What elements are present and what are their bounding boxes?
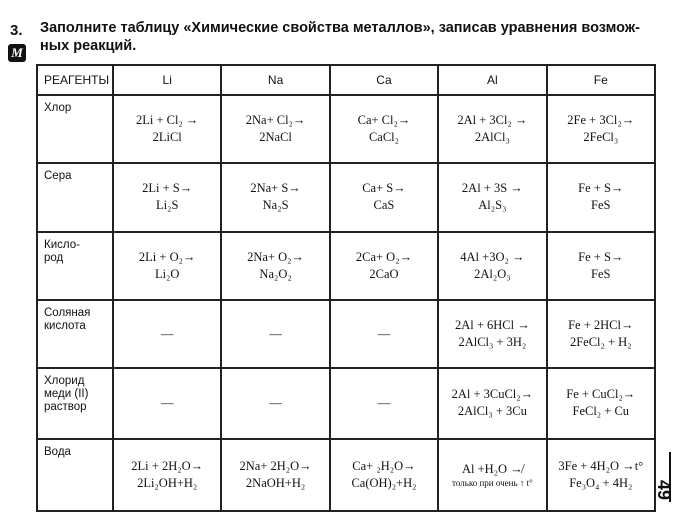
no-reaction-dash: — xyxy=(269,326,282,341)
reaction-cell-fe xyxy=(547,439,655,511)
equation-line: 2Ca+ O₂→ xyxy=(355,249,413,264)
reaction-cell-ca xyxy=(330,439,438,511)
reaction-cell-na xyxy=(221,439,329,511)
no-reaction-dash: — xyxy=(377,395,391,410)
no-reaction-dash: — xyxy=(160,395,174,410)
equation-line: Ca+ ₂H₂O→ xyxy=(352,458,416,473)
reaction-cell-fe xyxy=(547,300,655,368)
reaction-cell-ca xyxy=(330,95,438,163)
method-badge-icon: М xyxy=(8,44,26,62)
table-row xyxy=(37,439,655,511)
table-row xyxy=(37,95,655,163)
equation-line: 2Na+ O₂→ xyxy=(247,249,305,264)
equation-line: Na₂O₂ xyxy=(259,266,292,281)
page-number: 49 xyxy=(654,480,674,501)
equation-line: 3Fe + 4H₂O →t° xyxy=(558,458,644,473)
equation-line: Fe + 2HCl→ xyxy=(568,318,634,333)
equation-line: Al₂S₃ xyxy=(478,198,507,213)
equation-line: 2NaCl xyxy=(259,130,292,145)
reagent-label: Хлорид меди (II) раствор xyxy=(37,368,113,438)
no-reaction-dash: — xyxy=(269,395,282,410)
equation-line: Ca+ Cl₂→ xyxy=(357,113,411,128)
reaction-cell-na xyxy=(221,232,329,300)
equation-line: Li₂S xyxy=(155,198,179,213)
page-number-tab xyxy=(654,452,697,502)
equation-line: 2AlCl₃ xyxy=(474,130,510,145)
equation-line: 2Na+ 2H₂O→ xyxy=(239,458,312,473)
reaction-cell-na xyxy=(221,300,329,368)
table-row xyxy=(37,163,655,231)
reaction-cell-al xyxy=(438,95,546,163)
header-na: Na xyxy=(221,65,329,95)
reagent-label: Кисло- род xyxy=(37,232,113,300)
reagent-label: Вода xyxy=(37,439,113,511)
equation-line: 2Al + 3Cl₂ → xyxy=(457,113,528,128)
table-row xyxy=(37,300,655,368)
reaction-cell-li xyxy=(113,95,221,163)
equation-line: 2Fe + 3Cl₂→ xyxy=(567,113,635,128)
reaction-cell-al xyxy=(438,163,546,231)
no-reaction-dash: — xyxy=(377,326,391,341)
equation-line: 2Na+ S→ xyxy=(250,181,301,196)
equation-line: 2CaO xyxy=(369,266,399,281)
reaction-cell-li xyxy=(113,439,221,511)
equation-line: Fe + CuCl₂→ xyxy=(566,387,636,402)
header-fe: Fe xyxy=(547,65,655,95)
equation-line: Li₂O xyxy=(154,266,180,281)
header-li: Li xyxy=(113,65,221,95)
reaction-cell-ca xyxy=(330,163,438,231)
equation-line: Fe₃O₄ + 4H₂ xyxy=(569,475,633,490)
reaction-cell-na xyxy=(221,368,329,438)
equation-line: 2Li + Cl₂ → xyxy=(135,113,199,128)
equation-line: 2Li + 2H₂O→ xyxy=(131,458,204,473)
equation-line: 2AlCl₃ + 3H₂ xyxy=(458,335,527,350)
reaction-cell-na xyxy=(221,95,329,163)
equation-line: 2AlCl₃ + 3Cu xyxy=(457,404,527,419)
equation-line: Ca+ S→ xyxy=(362,181,406,196)
reaction-cell-li xyxy=(113,163,221,231)
reaction-cell-fe xyxy=(547,368,655,438)
equation-line: FeS xyxy=(591,266,611,281)
table-header-row xyxy=(37,65,655,95)
reaction-cell-fe xyxy=(547,163,655,231)
equation-line: 2FeCl₂ + H₂ xyxy=(569,335,632,350)
reaction-cell-al xyxy=(438,300,546,368)
header-reagents: РЕАГЕНТЫ xyxy=(37,65,113,95)
header-ca: Ca xyxy=(330,65,438,95)
equation-line: 2Al + 6HCl → xyxy=(454,318,530,333)
chemical-properties-table xyxy=(36,64,656,512)
equation-line: CaCl₂ xyxy=(368,130,399,145)
equation-line: 2LiCl xyxy=(152,130,182,145)
equation-line: 2Al + 3CuCl₂→ xyxy=(451,387,534,402)
reagent-label: Соляная кислота xyxy=(37,300,113,368)
equation-line: Ca(OH)₂+H₂ xyxy=(351,475,417,490)
table-row xyxy=(37,368,655,438)
reagent-label: Хлор xyxy=(37,95,113,163)
equation-line: только при очень ↑ t° xyxy=(452,477,533,488)
task-number: 3. xyxy=(10,22,23,39)
equation-line: FeS xyxy=(591,198,611,213)
reaction-cell-al xyxy=(438,439,546,511)
header-al: Al xyxy=(438,65,546,95)
no-reaction-dash: — xyxy=(160,326,174,341)
equation-line: 2Li + O₂→ xyxy=(138,249,196,264)
reaction-cell-na xyxy=(221,163,329,231)
equation-line: Na₂S xyxy=(262,198,289,213)
equation-line: 2Na+ Cl₂→ xyxy=(245,113,306,128)
equation-line: 2Li + S→ xyxy=(142,181,193,196)
equation-line: Al +H₂O ↛ xyxy=(462,461,523,476)
reagent-label: Сера xyxy=(37,163,113,231)
reaction-cell-ca xyxy=(330,368,438,438)
reaction-cell-al xyxy=(438,368,546,438)
reaction-cell-li xyxy=(113,232,221,300)
equation-line: 2Al + 3S → xyxy=(461,181,523,196)
equation-line: CaS xyxy=(373,198,395,213)
reaction-cell-fe xyxy=(547,232,655,300)
reaction-cell-al xyxy=(438,232,546,300)
equation-line: 2FeCl₃ xyxy=(583,130,619,145)
reaction-cell-ca xyxy=(330,232,438,300)
equation-line: 2NaOH+H₂ xyxy=(245,475,306,490)
equation-line: Fe + S→ xyxy=(578,249,624,264)
equation-line: 4Al +3O₂ → xyxy=(460,249,525,264)
reaction-cell-li xyxy=(113,368,221,438)
table-row xyxy=(37,232,655,300)
reaction-cell-ca xyxy=(330,300,438,368)
equation-line: 2Al₂O₃ xyxy=(474,266,511,281)
equation-line: 2Li₂OH+H₂ xyxy=(137,475,198,490)
reaction-cell-li xyxy=(113,300,221,368)
task-text: Заполните таблицу «Химические свойства металлов», записав уравнения возмож-ных реакций. xyxy=(40,20,640,54)
reaction-cell-fe xyxy=(547,95,655,163)
equation-line: Fe + S→ xyxy=(578,181,624,196)
equation-line: FeCl₂ + Cu xyxy=(572,404,630,419)
